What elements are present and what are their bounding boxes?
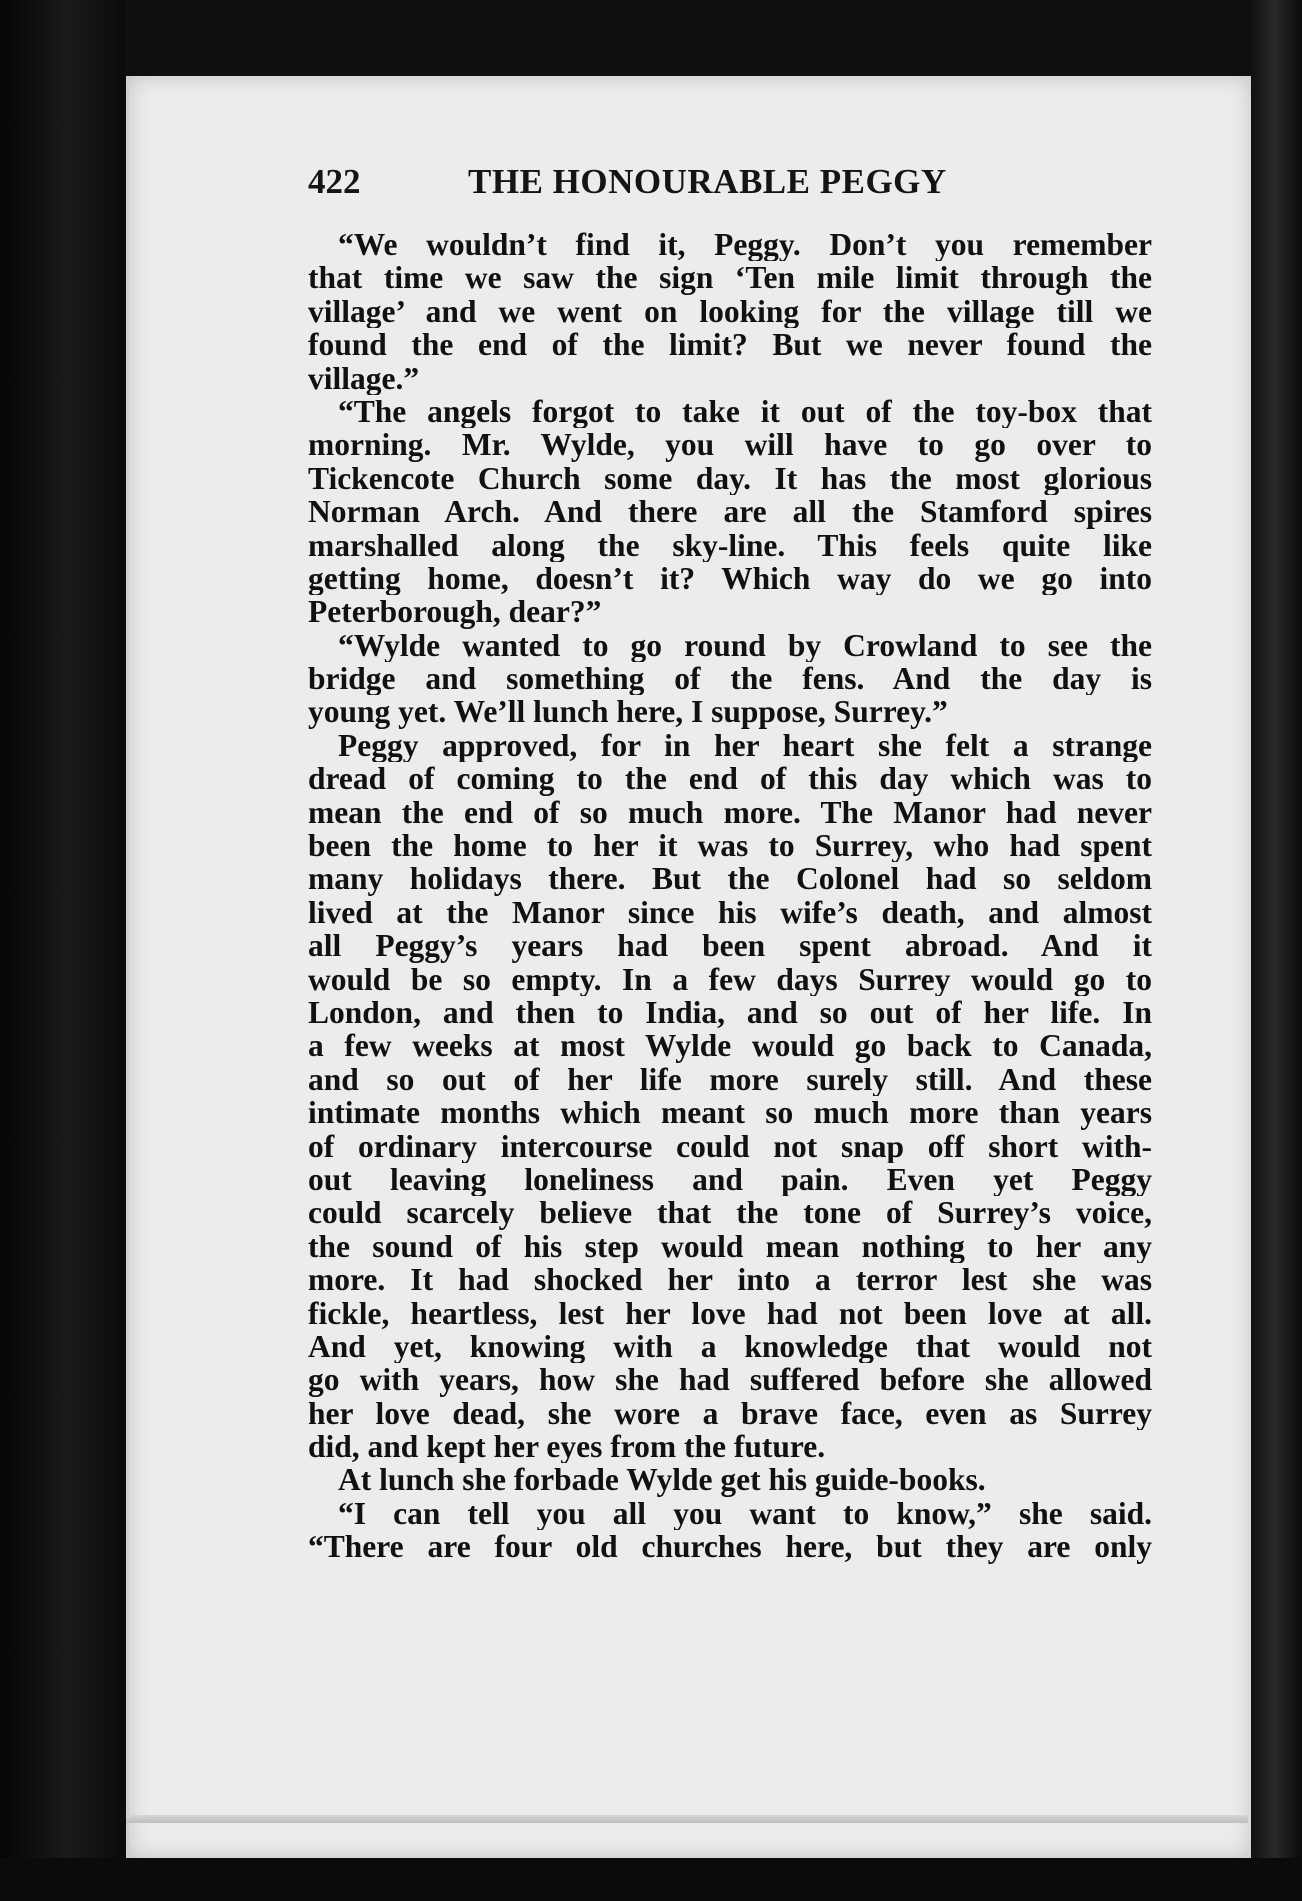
text-line: Peterborough, dear?” bbox=[308, 595, 602, 629]
text-line: young yet. We’ll lunch here, I suppose, Surrey.” bbox=[308, 695, 948, 729]
text-line: many holidays there. But the Colonel had so seldom bbox=[308, 862, 1152, 896]
scan-border-left bbox=[0, 0, 125, 1901]
text-line: and so out of her life more surely still. And these bbox=[308, 1062, 1152, 1097]
scan-border-bottom bbox=[0, 1858, 1302, 1901]
text-line: mean the end of so much more. The Manor had never bbox=[308, 795, 1152, 830]
text-line: “The angels forgot to take it out of the toy-box that bbox=[338, 394, 1152, 429]
text-line: did, and kept her eyes from the future. bbox=[308, 1430, 826, 1464]
text-line: Norman Arch. And there are all the Stamford spires bbox=[308, 495, 1152, 529]
text-line: getting home, doesn’t it? Which way do we go into bbox=[308, 561, 1152, 596]
text-line: London, and then to India, and so out of her life. In bbox=[308, 995, 1152, 1030]
text-line: bridge and something of the fens. And the day is bbox=[308, 662, 1152, 696]
text-line: go with years, how she had suffered before she allowed bbox=[308, 1363, 1152, 1397]
text-line: Tickencote Church some day. It has the most glorious bbox=[308, 461, 1152, 496]
text-line: “There are four old churches here, but they are only bbox=[308, 1530, 1152, 1564]
text-line: would be so empty. In a few days Surrey would go to bbox=[308, 962, 1152, 996]
text-line: fickle, heartless, lest her love had not been love at all. bbox=[308, 1296, 1152, 1330]
text-line: of ordinary intercourse could not snap off short with- bbox=[308, 1129, 1152, 1163]
text-line: At lunch she forbade Wylde get his guide-books. bbox=[338, 1463, 986, 1497]
text-line: village.” bbox=[308, 361, 420, 395]
text-line: out leaving loneliness and pain. Even yet Peggy bbox=[308, 1162, 1152, 1197]
text-line: her love dead, she wore a brave face, even as Surrey bbox=[308, 1396, 1152, 1431]
text-line: dread of coming to the end of this day which was to bbox=[308, 762, 1152, 796]
text-line: been the home to her it was to Surrey, who had spent bbox=[308, 829, 1152, 863]
text-line: the sound of his step would mean nothing to her any bbox=[308, 1229, 1152, 1264]
text-line: found the end of the limit? But we never found the bbox=[308, 328, 1152, 362]
text-line: intimate months which meant so much more than years bbox=[308, 1096, 1152, 1130]
book-title: THE HONOURABLE PEGGY bbox=[468, 162, 947, 201]
text-line: all Peggy’s years had been spent abroad. And it bbox=[308, 929, 1152, 963]
page-bottom-edge bbox=[126, 1815, 1248, 1823]
text-line: “I can tell you all you want to know,” she said. bbox=[338, 1496, 1152, 1531]
body-text bbox=[308, 228, 1152, 1564]
text-line: that time we saw the sign ‘Ten mile limit through the bbox=[308, 261, 1152, 295]
text-line: village’ and we went on looking for the village till we bbox=[308, 294, 1152, 329]
scan-border-right bbox=[1248, 0, 1302, 1901]
text-line: a few weeks at most Wylde would go back to Canada, bbox=[308, 1029, 1152, 1063]
text-line: “Wylde wanted to go round by Crowland to see the bbox=[338, 628, 1152, 663]
text-line: Peggy approved, for in her heart she felt a strange bbox=[338, 728, 1152, 763]
text-line: lived at the Manor since his wife’s death, and almost bbox=[308, 895, 1152, 930]
text-line: And yet, knowing with a knowledge that would not bbox=[308, 1329, 1152, 1364]
text-line: “We wouldn’t find it, Peggy. Don’t you remember bbox=[338, 228, 1152, 262]
text-line: marshalled along the sky-line. This feels quite like bbox=[308, 528, 1152, 562]
page-number: 422 bbox=[308, 162, 361, 201]
running-head bbox=[308, 160, 1000, 204]
text-line: morning. Mr. Wylde, you will have to go over to bbox=[308, 428, 1152, 462]
text-line: more. It had shocked her into a terror lest she was bbox=[308, 1263, 1152, 1297]
text-line: could scarcely believe that the tone of Surrey’s voice, bbox=[308, 1196, 1152, 1230]
